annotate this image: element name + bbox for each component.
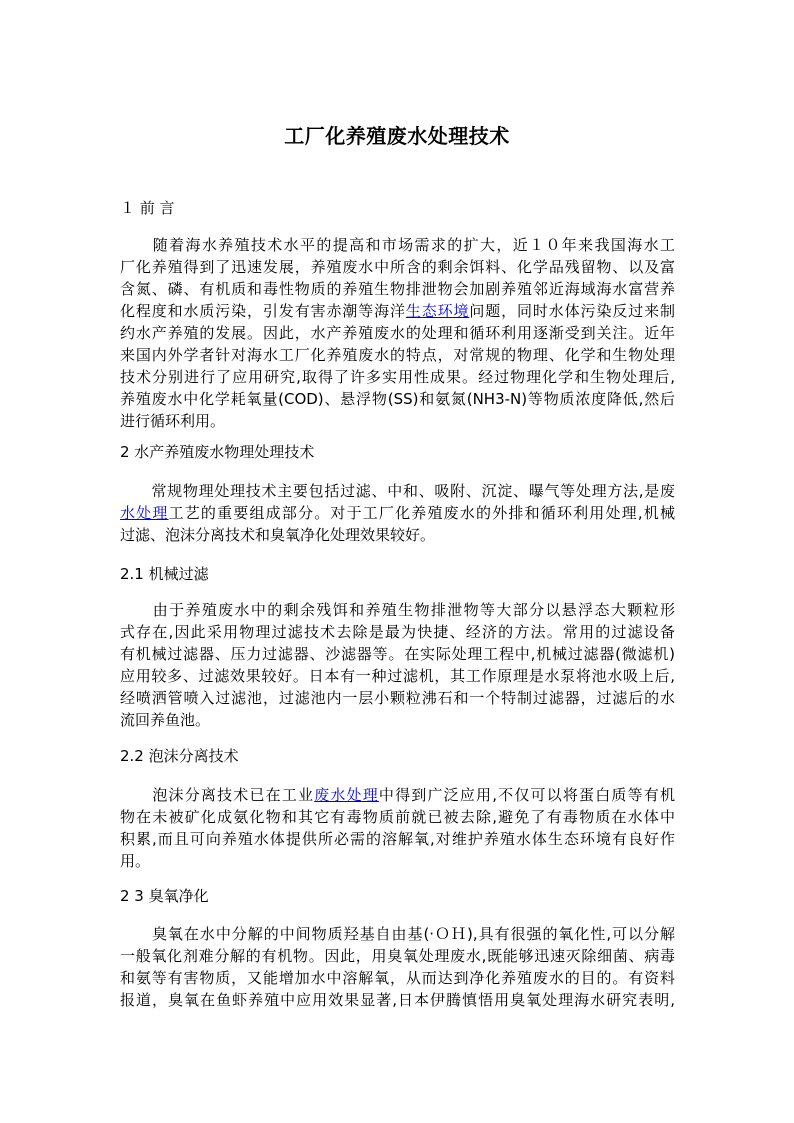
section-body-2-2 [120,784,675,872]
paragraph-line: 来国内外学者针对海水工厂化养殖废水的特点，对常规的物理、化学和生物处理 [120,346,675,364]
section-heading: 2.2 泡沫分离技术 [120,747,239,765]
section-heading: 2.1 机械过滤 [120,565,209,583]
link-wastewater-treatment[interactable]: 水处理 [120,504,169,522]
section-heading-2-3 [120,886,675,906]
paragraph-line: 含氮、磷、有机质和毒性物质的养殖生物排泄物会加剧养殖邻近海域海水富营养 [120,280,675,298]
paragraph-line: 臭氧在水中分解的中间物质羟基自由基(·ＯＨ),具有很强的氧化性,可以分解 [120,925,675,943]
paragraph-line: 化程度和水质污染，引发有害赤潮等海洋生态环境问题，同时水体污染反过来制 [120,302,675,320]
section-body-2-3 [120,923,675,1011]
section-heading-2-2 [120,746,675,766]
paragraph-line: 养殖废水中化学耗氧量(COD)、悬浮物(SS)和氨氮(NH3-N)等物质浓度降低,然后 [120,390,675,408]
paragraph-line: 一般氧化剂难分解的有机物。因此，用臭氧处理废水,既能够迅速灭除细菌、病毒 [120,947,675,965]
section-heading-2-1 [120,564,675,584]
paragraph-line: 和氨等有害物质，又能增加水中溶解氧，从而达到净化养殖废水的目的。有资料 [120,969,675,987]
section-body-1 [120,234,675,432]
paragraph-line: 流回养鱼池。 [120,711,211,729]
paragraph-line: 进行循环利用。 [120,412,226,430]
link-wastewater-treatment-2[interactable]: 废水处理 [314,786,379,804]
paragraph-line: 约水产养殖的发展。因此，水产养殖废水的处理和循环利用逐渐受到关注。近年 [120,324,675,342]
paragraph-line: 积累,而且可向养殖水体提供所必需的溶解氧,对维护养殖水体生态环境有良好作 [120,830,675,848]
paragraph-line: 经喷洒管喷入过滤池，过滤池内一层小颗粒沸石和一个特制过滤器，过滤后的水 [120,689,675,707]
paragraph-line: 技术分别进行了应用研究,取得了许多实用性成果。经过物理化学和生物处理后, [120,368,675,386]
section-heading: １ 前 言 [120,199,175,217]
link-ecological-environment[interactable]: 生态环境 [405,302,470,320]
page-title: 工厂化养殖废水处理技术 [284,124,510,148]
paragraph-line: 过滤、泡沫分离技术和臭氧净化处理效果较好。 [120,526,436,544]
section-heading: 2 水产养殖废水物理处理技术 [120,443,315,461]
paragraph-line: 有机械过滤器、压力过滤器、沙滤器等。在实际处理工程中,机械过滤器(微滤机) [120,645,675,663]
paragraph-line: 厂化养殖得到了迅速发展，养殖废水中所含的剩余饵料、化学品残留物、以及富 [120,258,675,276]
section-heading-2 [120,442,675,462]
section-heading: 2 3 臭氧净化 [120,887,209,905]
paragraph-line: 报道，臭氧在鱼虾养殖中应用效果显著,日本伊腾慎悟用臭氧处理海水研究表明, [120,991,675,1009]
section-heading-1 [120,198,675,218]
paragraph-line: 由于养殖废水中的剩余残饵和养殖生物排泄物等大部分以悬浮态大颗粒形 [120,601,675,619]
paragraph-line: 式存在,因此采用物理过滤技术去除是最为快捷、经济的方法。常用的过滤设备 [120,623,675,641]
paragraph-line: 常规物理处理技术主要包括过滤、中和、吸附、沉淀、曝气等处理方法,是废 [120,482,675,500]
paragraph-line: 用。 [120,852,151,870]
paragraph-line: 应用较多、过滤效果较好。日本有一种过滤机，其工作原理是水泵将池水吸上后, [120,667,675,685]
paragraph-line: 物在未被矿化成氨化物和其它有毒物质前就已被去除,避免了有毒物质在水体中 [120,808,675,826]
section-body-2 [120,480,675,546]
paragraph-line: 水处理工艺的重要组成部分。对于工厂化养殖废水的外排和循环利用处理,机械 [120,504,675,522]
paragraph-line: 随着海水养殖技术水平的提高和市场需求的扩大，近１０年来我国海水工 [120,236,675,254]
section-body-2-1 [120,599,675,731]
paragraph-line: 泡沫分离技术已在工业废水处理中得到广泛应用,不仅可以将蛋白质等有机 [120,786,675,804]
